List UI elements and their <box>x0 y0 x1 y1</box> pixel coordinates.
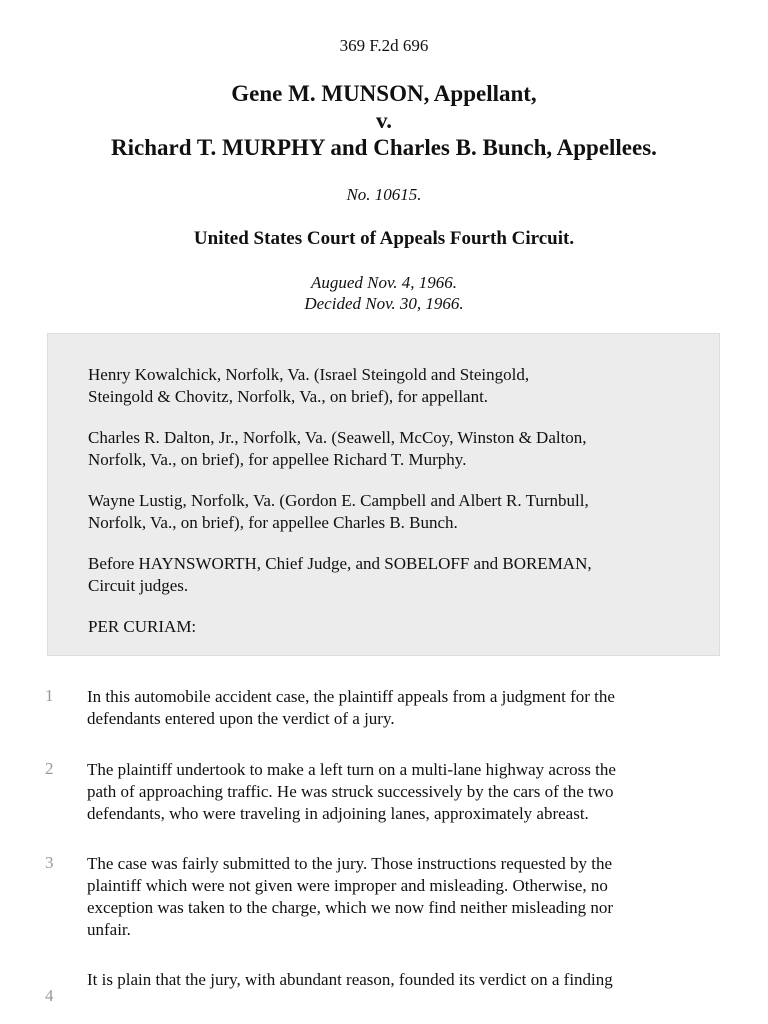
case-citation: 369 F.2d 696 <box>339 36 429 55</box>
paragraph-line: exception was taken to the charge, which we now find neither misleading nor <box>87 898 614 917</box>
paragraph-line: defendants entered upon the verdict of a jury. <box>87 709 395 728</box>
counsel-line: Norfolk, Va., on brief), for appellee Charles B. Bunch. <box>88 513 458 532</box>
paragraph-line: path of approaching traffic. He was struck successively by the cars of the two <box>87 782 614 801</box>
paragraph-number: 4 <box>45 986 54 1005</box>
paragraph-number: 2 <box>45 759 54 778</box>
opinion-paragraph-4 <box>87 969 712 991</box>
paragraph-line: unfair. <box>87 920 131 939</box>
opinion-paragraph-1 <box>87 686 712 730</box>
judges-line: Circuit judges. <box>88 576 189 595</box>
counsel-appellee-bunch <box>88 490 698 534</box>
paragraph-line: defendants, who were traveling in adjoining lanes, approximately abreast. <box>87 804 589 823</box>
paragraph-number: 1 <box>45 686 54 705</box>
case-dates <box>0 272 768 314</box>
versus-line: v. <box>376 108 392 133</box>
appellant-line: Gene M. MUNSON, Appellant, <box>231 81 537 106</box>
opinion-paragraph-2 <box>87 759 712 825</box>
opinion-paragraph-3 <box>87 853 712 941</box>
counsel-box <box>47 333 720 656</box>
counsel-line: Charles R. Dalton, Jr., Norfolk, Va. (Seawell, McCoy, Winston & Dalton, <box>88 428 587 447</box>
court-name: United States Court of Appeals Fourth Circuit. <box>193 228 575 249</box>
appellees-line: Richard T. MURPHY and Charles B. Bunch, Appellees. <box>111 135 657 160</box>
counsel-appellee-murphy <box>88 427 698 471</box>
docket-number: No. 10615. <box>346 185 422 204</box>
decided-date: Decided Nov. 30, 1966. <box>304 294 464 313</box>
counsel-appellant <box>88 364 698 408</box>
judges-line: Before HAYNSWORTH, Chief Judge, and SOBELOFF and BOREMAN, <box>88 554 592 573</box>
paragraph-line: plaintiff which were not given were improper and misleading. Otherwise, no <box>87 876 608 895</box>
paragraph-line: The plaintiff undertook to make a left turn on a multi-lane highway across the <box>87 760 616 779</box>
panel-judges <box>88 553 698 597</box>
counsel-line: Norfolk, Va., on brief), for appellee Richard T. Murphy. <box>88 450 467 469</box>
counsel-line: Wayne Lustig, Norfolk, Va. (Gordon E. Campbell and Albert R. Turnbull, <box>88 491 589 510</box>
case-title <box>0 80 768 161</box>
paragraph-line: In this automobile accident case, the plaintiff appeals from a judgment for the <box>87 687 615 706</box>
paragraph-line: The case was fairly submitted to the jury. Those instructions requested by the <box>87 854 612 873</box>
paragraph-number: 3 <box>45 853 54 872</box>
counsel-line: Steingold & Chovitz, Norfolk, Va., on brief), for appellant. <box>88 387 489 406</box>
argued-date: Augued Nov. 4, 1966. <box>310 273 458 292</box>
counsel-line: Henry Kowalchick, Norfolk, Va. (Israel Steingold and Steingold, <box>88 365 530 384</box>
per-curiam: PER CURIAM: <box>88 617 197 636</box>
paragraph-line: It is plain that the jury, with abundant reason, founded its verdict on a finding <box>87 970 613 989</box>
